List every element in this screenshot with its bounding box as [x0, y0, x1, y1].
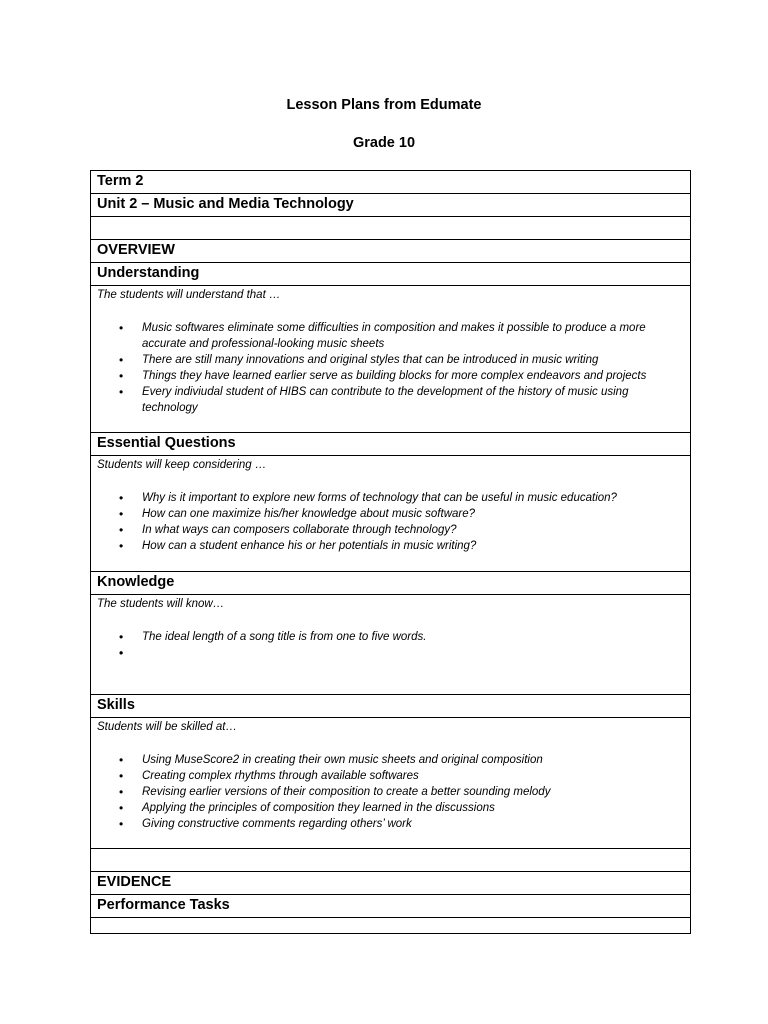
lesson-plan-table — [90, 170, 691, 934]
skills-list — [97, 752, 684, 832]
list-item: • Creating complex rhythms through available softwares — [97, 768, 684, 784]
grade-heading: Grade 10 — [352, 135, 416, 151]
essential-questions-intro: Students will keep considering … — [97, 459, 267, 471]
list-item: • Music softwares eliminate some difficulties in composition and makes it possible to produce a more accurate and professional-looking music sheets — [97, 320, 684, 352]
list-item: • Applying the principles of composition they learned in the discussions — [97, 800, 684, 816]
skills-heading: Skills — [91, 695, 690, 718]
overview-row: OVERVIEW — [91, 240, 690, 263]
list-item: • Revising earlier versions of their composition to create a better sounding melody — [97, 784, 684, 800]
empty-row — [91, 849, 690, 872]
performance-tasks-content — [91, 918, 690, 933]
knowledge-heading: Knowledge — [91, 572, 690, 595]
list-item: • The ideal length of a song title is from one to five words. — [97, 629, 684, 645]
skills-content — [91, 718, 690, 849]
document-title: Lesson Plans from Edumate — [286, 97, 482, 113]
knowledge-list — [97, 629, 684, 645]
list-item: • There are still many innovations and original styles that can be introduced in music writing — [97, 352, 684, 368]
list-item: • Giving constructive comments regarding others’ work — [97, 816, 684, 832]
list-item: • Things they have learned earlier serve as building blocks for more complex endeavors and projects — [97, 368, 684, 384]
list-item: • In what ways can composers collaborate through technology? — [97, 522, 684, 538]
term-row: Term 2 — [91, 171, 690, 194]
understanding-heading: Understanding — [91, 263, 690, 286]
skills-intro: Students will be skilled at… — [97, 721, 237, 733]
list-item: • How can a student enhance his or her potentials in music writing? — [97, 538, 684, 554]
list-item: • Why is it important to explore new forms of technology that can be useful in music education? — [97, 490, 684, 506]
essential-questions-heading: Essential Questions — [91, 433, 690, 456]
understanding-list — [97, 320, 684, 416]
list-item: • Using MuseScore2 in creating their own music sheets and original composition — [97, 752, 684, 768]
knowledge-content — [91, 595, 690, 695]
empty-row — [91, 217, 690, 240]
understanding-content — [91, 286, 690, 433]
essential-questions-content — [91, 456, 690, 572]
performance-tasks-heading: Performance Tasks — [91, 895, 690, 918]
list-item: • How can one maximize his/her knowledge about music software? — [97, 506, 684, 522]
essential-questions-list — [97, 490, 684, 554]
knowledge-intro: The students will know… — [97, 598, 225, 610]
understanding-intro: The students will understand that … — [97, 289, 281, 301]
unit-row: Unit 2 – Music and Media Technology — [91, 194, 690, 217]
evidence-row: EVIDENCE — [91, 872, 690, 895]
list-item: • Every indiviudal student of HIBS can contribute to the development of the history of music using technology — [97, 384, 684, 416]
